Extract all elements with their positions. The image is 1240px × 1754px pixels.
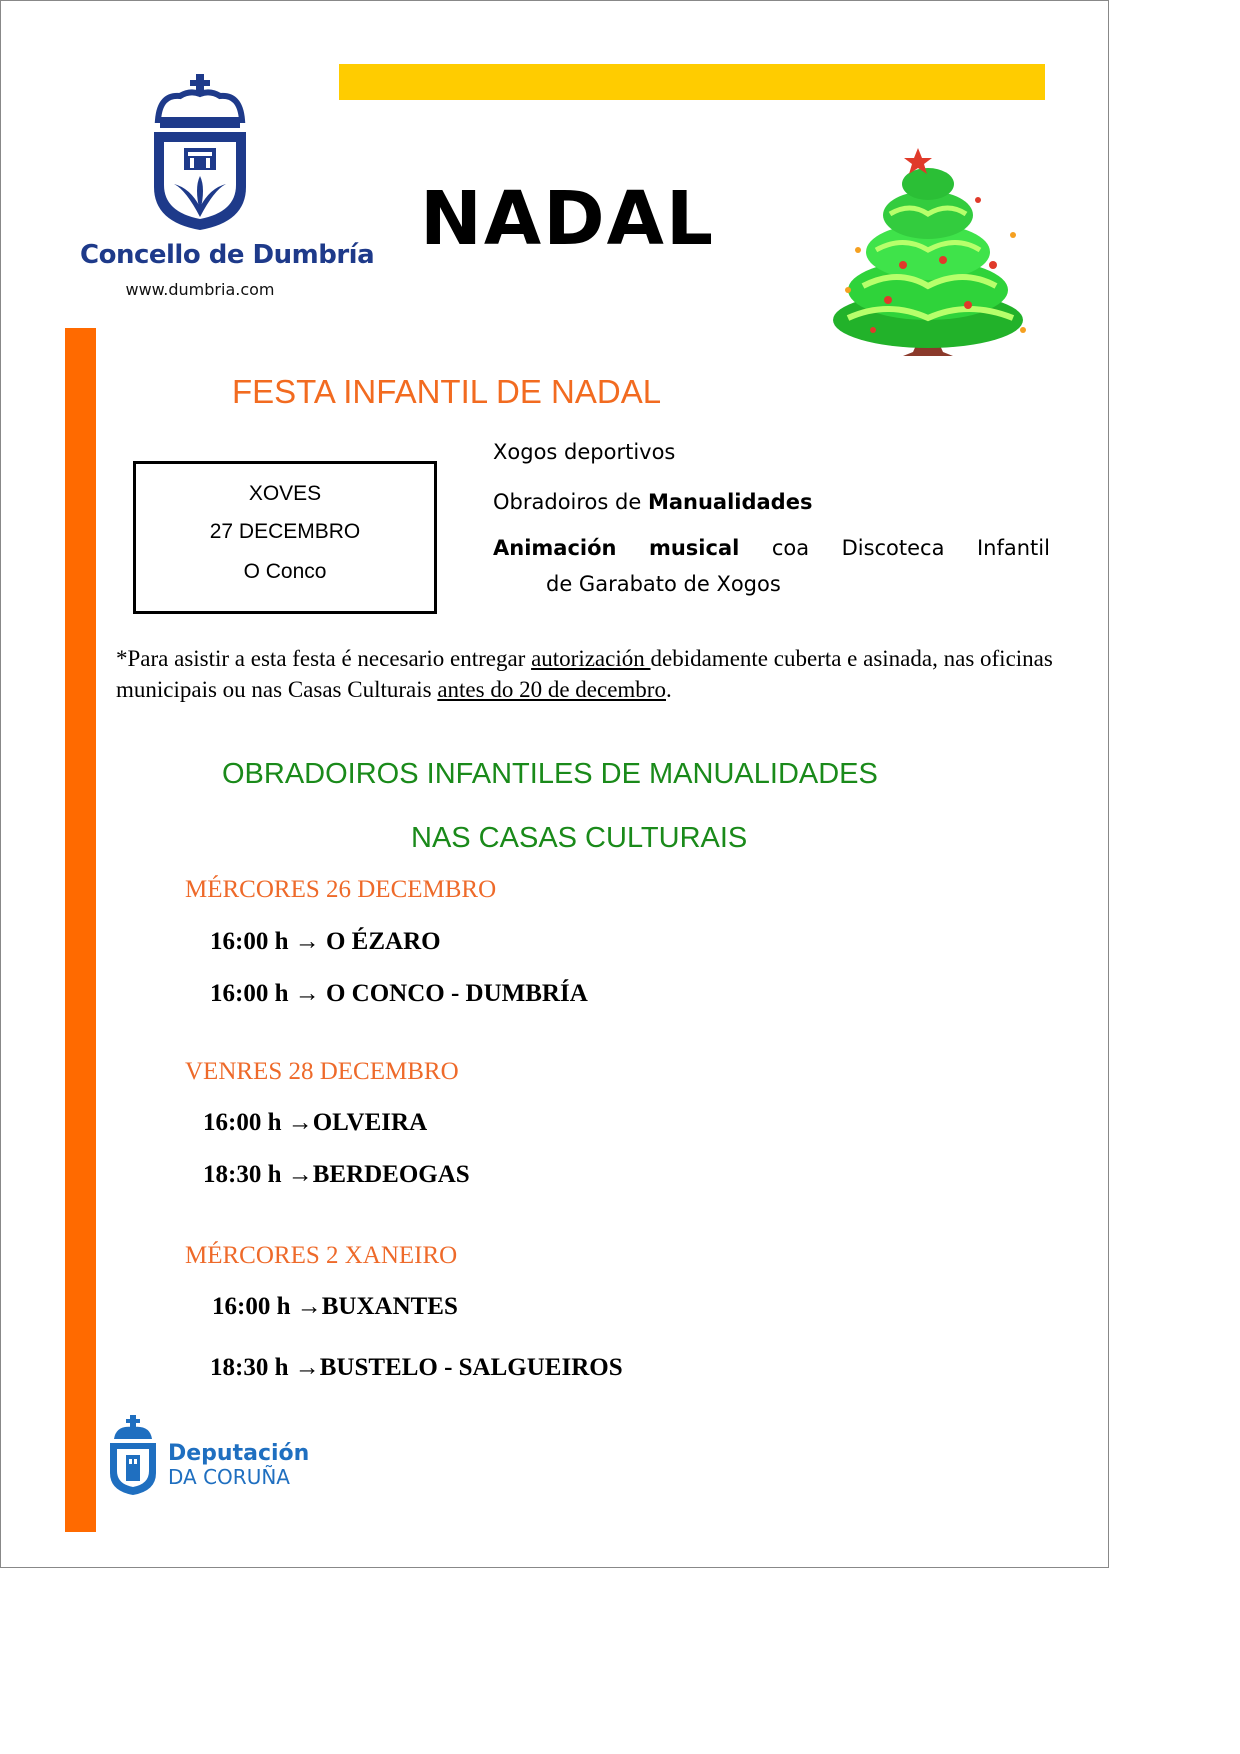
workshops-subtitle: NAS CASAS CULTURAIS: [411, 822, 748, 854]
notice-deadline: antes do 20 de decembro: [437, 677, 666, 702]
notice-text: *Para asistir a esta festa é necesario entregar: [116, 646, 532, 671]
notice-text: .: [665, 677, 672, 702]
activity-item: Xogos deportivos: [493, 440, 676, 464]
orange-side-bar: [65, 328, 96, 1532]
yellow-header-bar: [339, 64, 1045, 100]
event-place: O Conco: [243, 560, 327, 583]
notice-underlined: autorización: [531, 646, 651, 671]
org-name: Concello de Dumbría: [80, 240, 375, 270]
christmas-tree-icon: [818, 140, 1038, 360]
activity-word: Infantil: [976, 536, 1050, 560]
festa-title: FESTA INFANTIL DE NADAL: [232, 373, 662, 410]
event-day: XOVES: [248, 482, 322, 505]
activity-item-continuation: de Garabato de Xogos: [546, 572, 781, 596]
event-date: 27 DECEMBRO: [209, 520, 361, 543]
activity-text: Obradoiros de: [493, 490, 648, 514]
sponsor-region: DA CORUÑA: [168, 1465, 290, 1489]
sponsor-name: Deputación: [168, 1441, 310, 1466]
page-title: NADAL: [420, 176, 716, 262]
activity-word: coa: [771, 536, 810, 560]
concello-logo: [80, 72, 375, 302]
activity-item: [493, 490, 812, 514]
crest-icon: [150, 72, 250, 232]
activity-item: [493, 536, 1050, 560]
notice-text: debidamente cuberta e asinada, nas oficinas municipais ou nas Casas Culturais: [116, 646, 1053, 702]
workshop-slot: 16:00 h → O CONCO - DUMBRÍA: [210, 980, 588, 1007]
activity-word: musical: [648, 536, 740, 560]
workshop-day-label: MÉRCORES 26 DECEMBRO: [185, 876, 497, 903]
workshop-day-label: MÉRCORES 2 XANEIRO: [185, 1242, 458, 1269]
deputacion-crest-icon: [108, 1413, 158, 1497]
workshop-slot: 16:00 h →OLVEIRA: [203, 1109, 428, 1136]
workshops-title: OBRADOIROS INFANTILES DE MANUALIDADES: [222, 758, 878, 790]
deputacion-logo: [108, 1413, 308, 1503]
org-website[interactable]: www.dumbria.com: [125, 280, 275, 299]
workshop-slot: 18:30 h →BUSTELO - SALGUEIROS: [210, 1354, 623, 1381]
event-date-box: [133, 461, 437, 614]
activity-word: Animación: [493, 536, 617, 560]
workshop-slot: 16:00 h → O ÉZARO: [210, 928, 441, 955]
activity-bold: Manualidades: [647, 490, 813, 514]
activity-word: Discoteca: [841, 536, 945, 560]
attendance-notice: [116, 643, 1056, 705]
workshop-slot: 18:30 h →BERDEOGAS: [203, 1161, 470, 1188]
workshop-day-label: VENRES 28 DECEMBRO: [185, 1058, 459, 1085]
workshop-slot: 16:00 h →BUXANTES: [212, 1293, 458, 1320]
